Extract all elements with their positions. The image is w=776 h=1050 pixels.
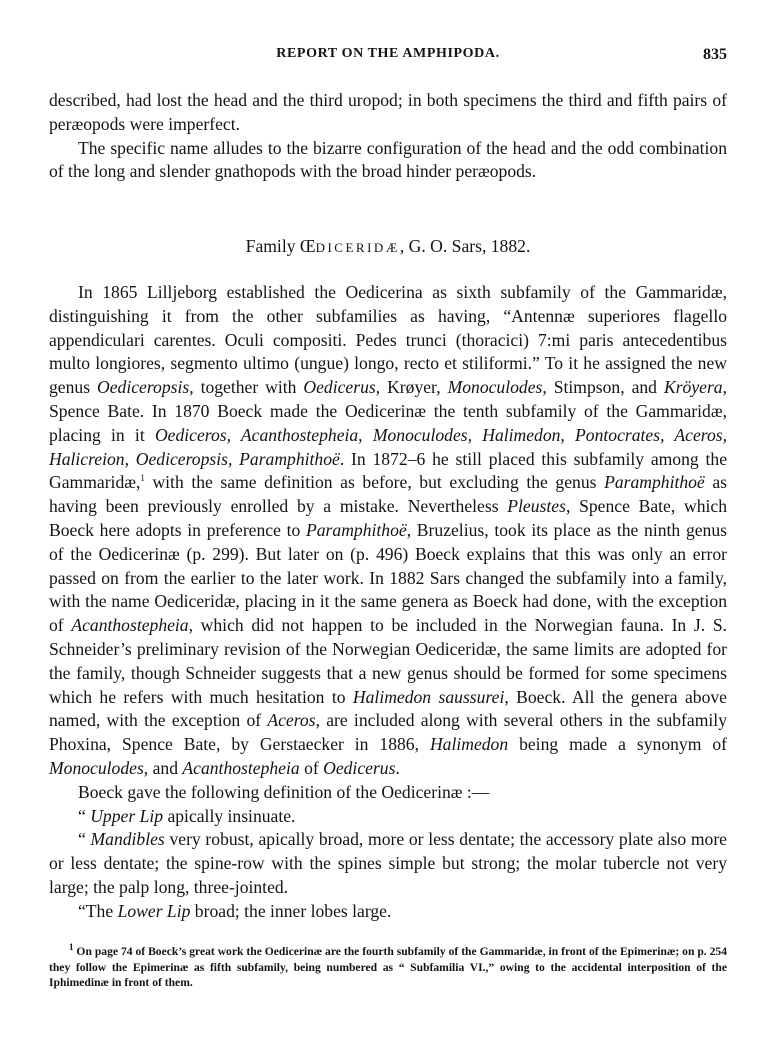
footnote-marker: 1: [140, 473, 145, 484]
text-run: “: [78, 829, 91, 850]
footnote-number: 1: [69, 942, 74, 953]
text-run: with the same definition as before, but excluding the genus: [144, 472, 605, 493]
main-body: [49, 281, 727, 924]
taxon-name: Monoculodes: [49, 757, 144, 778]
intro-section: [49, 89, 727, 184]
paragraph-lower-lip: [49, 900, 727, 924]
term: Upper Lip: [90, 805, 164, 826]
text-run: of: [299, 757, 324, 778]
footnote-text: On page 74 of Boeck’s great work the Oedicerinæ are the fourth subfamily of the Gammaridæ, in front of the Epimerinæ; on p. 254 they follow the Epimerinæ as fifth subfamily, being numbered as “ Subfamilia VI.,” owing to the accidental interposition of the Iphimedinæ in front of them.: [49, 945, 727, 990]
heading-prefix: Family: [245, 236, 300, 256]
taxon-name: Acanthostepheia: [182, 757, 300, 778]
term: Mandibles: [90, 829, 165, 850]
page-header: [49, 46, 727, 70]
text-run: apically insinuate.: [163, 805, 296, 826]
text-run: , Bruzelius, took its place as the ninth genus of the Oedicerinæ (p. 299). But later on (p. 496) Boeck explains that this was only an error passed on from the earlier to the later work. In 1882 Sars changed the subfamily into a family, with the name Oediceridæ, placing in it the same genera as Boeck had done, with the exception of: [49, 519, 727, 636]
taxon-name: Paramphithoë: [306, 519, 407, 540]
text-run: broad; the inner lobes large.: [190, 900, 392, 921]
text-run: “: [78, 805, 91, 826]
heading-name-initial: Œ: [299, 236, 316, 256]
paragraph: described, had lost the head and the third uropod; in both specimens the third and fifth pairs of peræopods were imperfect.: [49, 90, 727, 134]
taxon-name: Aceros: [267, 710, 316, 731]
paragraph-mandibles: [49, 828, 727, 899]
text-run: , which did not happen to be included in the Norwegian fauna. In J. S. Schneider’s preliminary revision of the Norwegian Oediceridæ, the same limits are adopted for the family, though Schneider suggests that a new genus should be formed for some specimens which he refers with much hesitation to: [49, 615, 728, 707]
running-title: REPORT ON THE AMPHIPODA.: [276, 46, 500, 61]
footnote: [49, 944, 727, 991]
page-number: 835: [703, 46, 727, 63]
text-run: , together with: [189, 377, 304, 398]
taxon-name: Oedicerus: [323, 757, 396, 778]
taxon-name: Pleustes: [507, 496, 566, 517]
text-run: as having been previously enrolled by a mistake. Nevertheless: [49, 472, 727, 517]
text-run: , Spence Bate. In 1870 Boeck made the Oedicerinæ the tenth subfamily of the Gammaridæ, placing in it: [49, 377, 727, 445]
text-run: .: [395, 757, 400, 778]
taxon-name: Paramphithoë: [604, 472, 705, 493]
taxon-name: Oedicerus: [303, 377, 376, 398]
taxon-name: Oediceros, Acanthostepheia, Monoculodes, Halimedon, Pontocrates, Aceros, Halicreion, Oediceropsis, Paramphithoë: [49, 424, 727, 469]
paragraph-definition-intro: Boeck gave the following definition of the Oedicerinæ :—: [78, 781, 490, 802]
taxon-name: Monoculodes: [447, 377, 543, 398]
taxon-name: Acanthostepheia: [71, 615, 189, 636]
term: Lower Lip: [117, 900, 191, 921]
text-run: being made a synonym of: [508, 734, 727, 755]
paragraph-history: [49, 281, 727, 781]
text-run: , and: [143, 757, 183, 778]
section-heading: [49, 236, 727, 257]
text-run: very robust, apically broad, more or less dentate; the accessory plate also more or less dentate; the spine-row with the spines simple but strong; the molar tubercle not very large; the palp long, three-jointed.: [49, 829, 727, 897]
text-run: , Spence Bate, which Boeck here adopts in preference to: [49, 496, 727, 540]
text-run: , Stimpson, and: [542, 377, 664, 398]
text-run: In 1865 Lilljeborg established the Oedicerina as sixth subfamily of the Gammaridæ, distinguishing it from the other subfamilies as having, “Antennæ superiores flagello appendiculari carentes. Oculi compositi. Pedes trunci (thoracici) 7:mi paris antecedentibus multo longiores, segmento ultimo (ungue) longo, recto et stiliformi.” To it he assigned the new genus: [49, 282, 727, 398]
taxon-name: Halimedon saussurei: [352, 686, 505, 707]
paragraph-upper-lip: [49, 805, 727, 829]
heading-name-rest: DICERIDÆ: [315, 240, 400, 255]
heading-authority: , G. O. Sars, 1882.: [399, 236, 531, 256]
text-run: , are included along with several others in the subfamily Phoxina, Spence Bate, by Gerstaecker in 1886,: [49, 710, 727, 755]
paragraph: The specific name alludes to the bizarre configuration of the head and the odd combination of the long and slender gnathopods with the broad hinder peræopods.: [49, 137, 727, 182]
text-run: , Krøyer,: [375, 377, 448, 398]
text-run: . In 1872–6 he still placed this subfamily among the Gammaridæ,: [49, 448, 727, 493]
taxon-name: Kröyera: [663, 377, 723, 398]
text-run: “The: [78, 900, 118, 921]
text-run: , Boeck. All the genera above named, with the exception of: [49, 686, 727, 731]
taxon-name: Halimedon: [429, 734, 509, 755]
taxon-name: Oediceropsis: [97, 377, 190, 398]
